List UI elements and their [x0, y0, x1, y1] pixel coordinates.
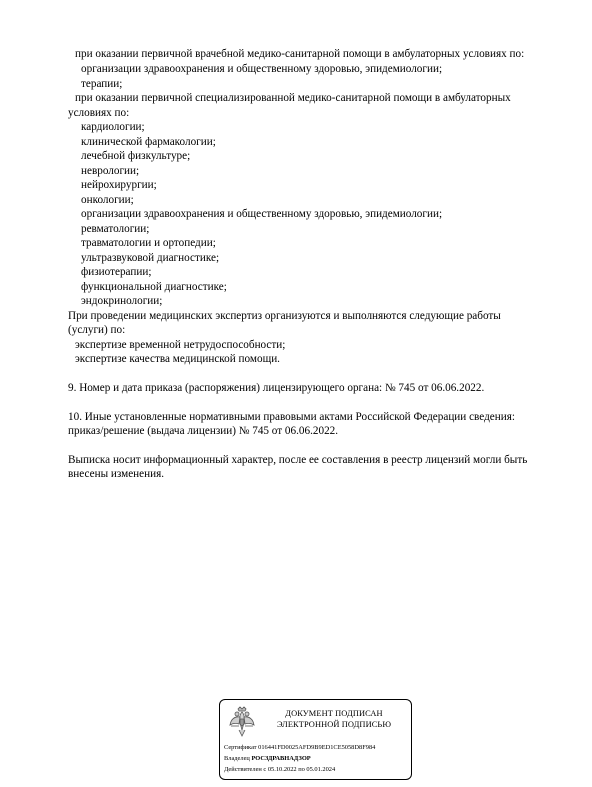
section-9-line: 9. Номер и дата приказа (распоряжения) лицензирующего органа: № 745 от 06.06.2022. [68, 382, 485, 394]
body-line: физиотерапии; [81, 266, 152, 278]
electronic-signature-stamp [219, 699, 412, 780]
section-10-line: 10. Иные установленные нормативными правовыми актами Российской Федерации сведения: [68, 411, 515, 423]
body-line: лечебной физкультуре; [81, 150, 191, 162]
body-line: клинической фармакологии; [81, 136, 216, 148]
stamp-owner [224, 755, 311, 763]
stamp-validity: Действителен с 05.10.2022 по 05.01.2024 [224, 766, 336, 773]
owner-label: Владелец [224, 755, 250, 762]
body-line: функциональной диагностике; [81, 281, 227, 293]
body-line: условиях по: [68, 107, 130, 119]
section-10-line: приказ/решение (выдача лицензии) № 745 от 06.06.2022. [68, 425, 339, 437]
body-line: травматологии и ортопедии; [81, 237, 216, 249]
body-line: ревматологии; [81, 223, 150, 235]
body-line: (услуги) по: [68, 324, 126, 336]
body-line: при оказании первичной специализированной медико-санитарной помощи в амбулаторных [75, 92, 511, 104]
body-line: терапии; [81, 78, 123, 90]
stamp-certificate [224, 744, 375, 752]
body-line: организации здравоохранения и общественному здоровью, эпидемиологии; [81, 208, 443, 220]
owner-value: РОСЗДРАВНАДЗОР [251, 755, 311, 762]
notice-line: Выписка носит информационный характер, после ее составления в реестр лицензий могли быть [68, 454, 528, 466]
stamp-title-line1: ДОКУМЕНТ ПОДПИСАН [285, 709, 383, 718]
certificate-label: Сертификат [224, 744, 257, 751]
body-line: кардиологии; [81, 121, 145, 133]
body-line: При проведении медицинских экспертиз организуются и выполняются следующие работы [68, 310, 501, 322]
body-line: неврологии; [81, 165, 140, 177]
body-line: нейрохирургии; [81, 179, 157, 191]
body-line: ультразвуковой диагностике; [81, 252, 220, 264]
stamp-title-line2: ЭЛЕКТРОННОЙ ПОДПИСЬЮ [276, 720, 392, 729]
body-line: экспертизе временной нетрудоспособности; [75, 339, 286, 351]
russian-coat-of-arms-icon [228, 706, 256, 738]
body-line: при оказании первичной врачебной медико-санитарной помощи в амбулаторных условиях по: [75, 48, 525, 60]
certificate-value: 016441FD0025AFD9B9ED1CE5058D8F984 [258, 744, 376, 751]
body-line: организации здравоохранения и общественному здоровью, эпидемиологии; [81, 63, 443, 75]
body-line: эндокринологии; [81, 295, 163, 307]
stamp-title [264, 708, 404, 730]
body-line: онкологии; [81, 194, 134, 206]
notice-line: внесены изменения. [68, 468, 165, 480]
body-line: экспертизе качества медицинской помощи. [75, 353, 280, 365]
